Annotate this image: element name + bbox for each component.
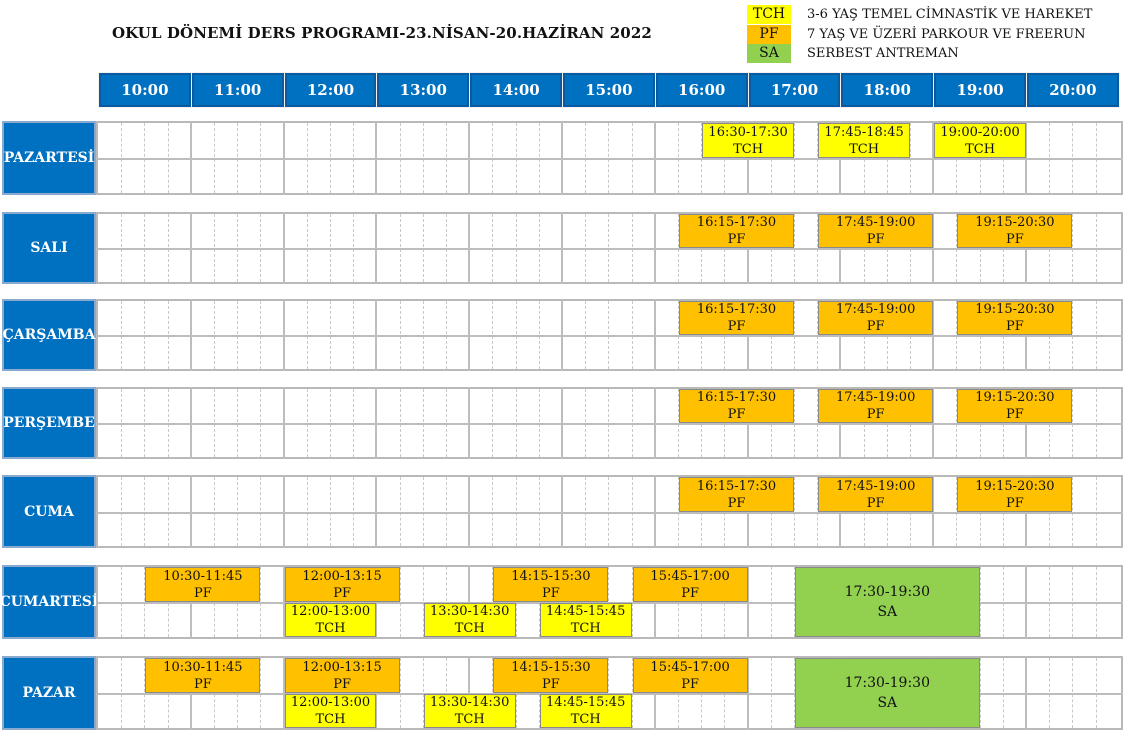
hour-header-cell: 16:00 xyxy=(655,72,749,108)
session-time: 13:30-14:30 xyxy=(430,695,510,710)
session-code: TCH xyxy=(315,712,346,727)
session-code: PF xyxy=(1006,319,1024,334)
day-label: SALI xyxy=(2,212,96,284)
day-label: PAZAR xyxy=(2,656,96,730)
session-block-pf[interactable] xyxy=(285,567,400,602)
session-code: PF xyxy=(727,407,746,422)
session-code: TCH xyxy=(965,141,996,157)
session-code: PF xyxy=(1006,232,1024,247)
session-block-pf[interactable] xyxy=(818,389,933,423)
session-time: 15:45-17:00 xyxy=(650,659,730,675)
legend-label: SERBEST ANTREMAN xyxy=(807,46,959,61)
session-block-pf[interactable] xyxy=(145,567,260,602)
session-time: 17:30-19:30 xyxy=(844,584,930,600)
session-block-tch[interactable] xyxy=(702,123,794,158)
legend-item xyxy=(747,25,1107,44)
session-time: 14:45-15:45 xyxy=(546,695,626,710)
session-code: PF xyxy=(542,676,560,692)
session-block-tch[interactable] xyxy=(424,694,516,728)
band-row-divider xyxy=(96,248,1123,250)
session-time: 19:15-20:30 xyxy=(975,390,1055,405)
session-time: 17:45-18:45 xyxy=(824,124,904,140)
hour-header-cell: 18:00 xyxy=(840,72,934,108)
band-row-divider xyxy=(96,423,1123,425)
session-time: 16:30-17:30 xyxy=(708,124,788,140)
day-label: PERŞEMBE xyxy=(2,387,96,459)
session-block-pf[interactable] xyxy=(679,389,794,423)
session-code: PF xyxy=(194,585,212,601)
session-code: PF xyxy=(681,676,699,692)
session-time: 16:15-17:30 xyxy=(696,302,777,317)
session-time: 14:45-15:45 xyxy=(546,604,626,619)
session-block-pf[interactable] xyxy=(633,658,748,693)
session-time: 17:45-19:00 xyxy=(836,478,916,494)
session-block-pf[interactable] xyxy=(957,301,1072,335)
session-time: 16:15-17:30 xyxy=(696,390,777,405)
session-code: PF xyxy=(1006,407,1024,422)
session-block-pf[interactable] xyxy=(957,214,1072,248)
session-time: 12:00-13:00 xyxy=(290,695,371,710)
hour-header-cell: 10:00 xyxy=(98,72,192,108)
band-row-divider xyxy=(96,335,1123,337)
session-time: 15:45-17:00 xyxy=(650,568,730,584)
session-block-pf[interactable] xyxy=(679,214,794,248)
session-time: 17:45-19:00 xyxy=(836,302,916,317)
session-time: 19:15-20:30 xyxy=(975,478,1055,494)
session-block-pf[interactable] xyxy=(493,658,608,693)
session-block-tch[interactable] xyxy=(285,603,377,637)
day-label: CUMARTESİ xyxy=(2,565,96,639)
session-block-pf[interactable] xyxy=(285,658,400,693)
session-time: 14:15-15:30 xyxy=(511,659,591,675)
session-block-pf[interactable] xyxy=(145,658,260,693)
hour-header-cell: 14:00 xyxy=(469,72,563,108)
session-time: 17:45-19:00 xyxy=(836,215,916,230)
session-code: TCH xyxy=(454,621,485,636)
hour-header-cell: 11:00 xyxy=(191,72,285,108)
session-block-pf[interactable] xyxy=(818,301,933,335)
day-label: ÇARŞAMBA xyxy=(2,299,96,371)
session-code: TCH xyxy=(315,621,346,636)
session-time: 17:45-19:00 xyxy=(836,390,916,405)
hour-header-cell: 19:00 xyxy=(933,72,1027,108)
session-code: PF xyxy=(866,319,885,334)
hour-header-cell: 13:00 xyxy=(376,72,470,108)
session-code: PF xyxy=(866,495,885,511)
band-row-divider xyxy=(96,512,1123,514)
session-block-pf[interactable] xyxy=(493,567,608,602)
session-block-tch[interactable] xyxy=(934,123,1026,158)
session-block-pf[interactable] xyxy=(633,567,748,602)
session-code: PF xyxy=(681,585,699,601)
session-block-pf[interactable] xyxy=(957,389,1072,423)
session-code: TCH xyxy=(454,712,485,727)
session-code: PF xyxy=(866,232,885,247)
session-code: SA xyxy=(877,604,898,620)
session-time: 19:15-20:30 xyxy=(975,302,1055,317)
session-time: 16:15-17:30 xyxy=(696,478,777,494)
session-block-tch[interactable] xyxy=(424,603,516,637)
session-time: 14:15-15:30 xyxy=(511,568,591,584)
session-code: PF xyxy=(866,407,885,422)
session-code: PF xyxy=(727,319,746,334)
session-block-pf[interactable] xyxy=(679,477,794,512)
session-code: PF xyxy=(194,676,212,692)
session-block-pf[interactable] xyxy=(818,477,933,512)
legend-code-swatch: TCH xyxy=(747,5,791,24)
session-code: SA xyxy=(877,695,898,711)
band-row-divider xyxy=(96,158,1123,160)
session-time: 17:30-19:30 xyxy=(844,675,930,691)
session-code: PF xyxy=(333,585,351,601)
session-time: 19:00-20:00 xyxy=(940,124,1020,140)
session-time: 10:30-11:45 xyxy=(163,568,243,584)
session-block-tch[interactable] xyxy=(540,603,632,637)
session-code: TCH xyxy=(849,141,880,157)
session-block-tch[interactable] xyxy=(285,694,377,728)
session-time: 16:15-17:30 xyxy=(696,215,777,230)
hour-header-cell: 15:00 xyxy=(562,72,656,108)
session-time: 13:30-14:30 xyxy=(430,604,510,619)
session-time: 10:30-11:45 xyxy=(163,659,243,675)
session-code: TCH xyxy=(733,141,764,157)
session-code: TCH xyxy=(570,712,601,727)
session-block-sa[interactable] xyxy=(795,567,980,637)
session-time: 12:00-13:00 xyxy=(290,604,371,619)
legend-item xyxy=(747,5,1107,24)
session-code: PF xyxy=(1006,495,1024,511)
session-block-sa[interactable] xyxy=(795,658,980,728)
session-code: PF xyxy=(727,232,746,247)
legend-code-swatch: PF xyxy=(747,25,791,44)
hour-header-cell: 20:00 xyxy=(1026,72,1120,108)
hour-header-cell: 12:00 xyxy=(284,72,378,108)
day-label: CUMA xyxy=(2,475,96,548)
session-code: TCH xyxy=(570,621,601,636)
legend-label: 7 YAŞ VE ÜZERİ PARKOUR VE FREERUN xyxy=(807,27,1086,42)
session-block-pf[interactable] xyxy=(957,477,1072,512)
session-time: 12:00-13:15 xyxy=(302,568,382,584)
page-title: OKUL DÖNEMİ DERS PROGRAMI-23.NİSAN-20.HAZİRAN 2022 xyxy=(112,24,652,42)
session-block-pf[interactable] xyxy=(679,301,794,335)
legend-label: 3-6 YAŞ TEMEL CİMNASTİK VE HAREKET xyxy=(807,7,1093,22)
session-block-tch[interactable] xyxy=(818,123,910,158)
legend-item xyxy=(747,44,1107,63)
session-code: PF xyxy=(333,676,351,692)
session-code: PF xyxy=(727,495,746,511)
legend-code-swatch: SA xyxy=(747,44,791,63)
session-code: PF xyxy=(542,585,560,601)
session-block-pf[interactable] xyxy=(818,214,933,248)
day-label: PAZARTESİ xyxy=(2,121,96,195)
session-block-tch[interactable] xyxy=(540,694,632,728)
session-time: 19:15-20:30 xyxy=(975,215,1055,230)
session-time: 12:00-13:15 xyxy=(302,659,382,675)
hour-header-cell: 17:00 xyxy=(748,72,842,108)
